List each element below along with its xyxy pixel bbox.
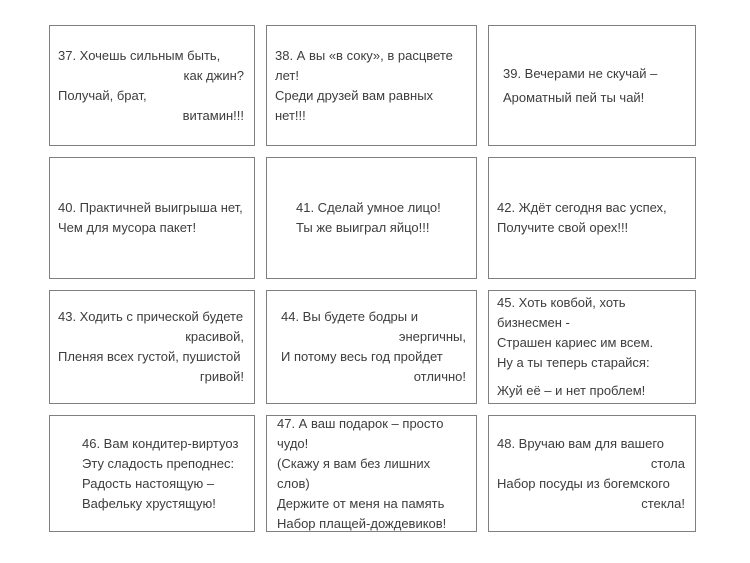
card-line: 37. Хочешь сильным быть, bbox=[58, 47, 221, 63]
card-line: 45. Хоть ковбой, хоть бизнесмен - bbox=[497, 295, 626, 330]
card-line: энергичны, bbox=[398, 329, 466, 344]
card-line: Набор посуды из богемского bbox=[497, 475, 670, 491]
card-line: Ну а ты теперь старайся: bbox=[497, 355, 650, 370]
card-line: 42. Ждёт сегодня вас успех, bbox=[497, 200, 667, 215]
card-line: Ты же выиграл яйцо!!! bbox=[296, 220, 430, 235]
card-47 bbox=[266, 415, 477, 532]
card-line: (Скажу я вам без лишних слов) bbox=[277, 455, 431, 491]
card-42 bbox=[488, 157, 696, 279]
card-37 bbox=[49, 25, 255, 146]
card-line: отлично! bbox=[413, 369, 466, 384]
card-line: 47. А ваш подарок – просто чудо! bbox=[277, 415, 444, 451]
card-line: Набор плащей-дождевиков! bbox=[277, 515, 447, 531]
card-line: Жуй её – и нет проблем! bbox=[497, 383, 646, 398]
card-38 bbox=[266, 25, 477, 146]
card-line: 38. А вы «в соку», в расцвете лет! bbox=[275, 47, 453, 83]
card-line: как джин? bbox=[183, 67, 244, 83]
card-40 bbox=[49, 157, 255, 279]
card-line: Вафельку хрустящую! bbox=[82, 495, 216, 511]
card-line: 46. Вам кондитер-виртуоз bbox=[82, 435, 239, 451]
card-44 bbox=[266, 290, 477, 404]
card-43 bbox=[49, 290, 255, 404]
card-line: Получите свой орех!!! bbox=[497, 220, 629, 235]
card-line: витамин!!! bbox=[182, 107, 244, 123]
card-line: Чем для мусора пакет! bbox=[58, 220, 197, 235]
card-line: гривой! bbox=[199, 369, 244, 384]
card-line: 44. Вы будете бодры и bbox=[281, 309, 418, 324]
card-line: Страшен кариес им всем. bbox=[497, 335, 654, 350]
card-line: красивой, bbox=[185, 329, 244, 344]
card-line: стола bbox=[650, 455, 685, 471]
card-line: И потому весь год пройдет bbox=[281, 349, 443, 364]
card-line: Радость настоящую – bbox=[82, 475, 215, 491]
card-48 bbox=[488, 415, 696, 532]
card-line: Эту сладость преподнес: bbox=[82, 455, 235, 471]
card-41 bbox=[266, 157, 477, 279]
card-line: Держите от меня на память bbox=[277, 495, 445, 511]
card-line: Получай, брат, bbox=[58, 87, 147, 103]
card-line: 39. Вечерами не скучай – bbox=[503, 65, 658, 81]
card-line: Пленяя всех густой, пушистой bbox=[58, 349, 241, 364]
card-line: Среди друзей вам равных нет!!! bbox=[275, 87, 434, 123]
card-line: 40. Практичней выигрыша нет, bbox=[58, 200, 243, 215]
card-46 bbox=[49, 415, 255, 532]
card-line: стекла! bbox=[641, 495, 685, 511]
card-45 bbox=[488, 290, 696, 404]
card-grid bbox=[49, 25, 696, 532]
card-line: 43. Ходить с прической будете bbox=[58, 309, 244, 324]
card-line: 48. Вручаю вам для вашего bbox=[497, 435, 665, 451]
card-line: 41. Сделай умное лицо! bbox=[296, 200, 441, 215]
card-39 bbox=[488, 25, 696, 146]
card-line: Ароматный пей ты чай! bbox=[503, 89, 645, 105]
